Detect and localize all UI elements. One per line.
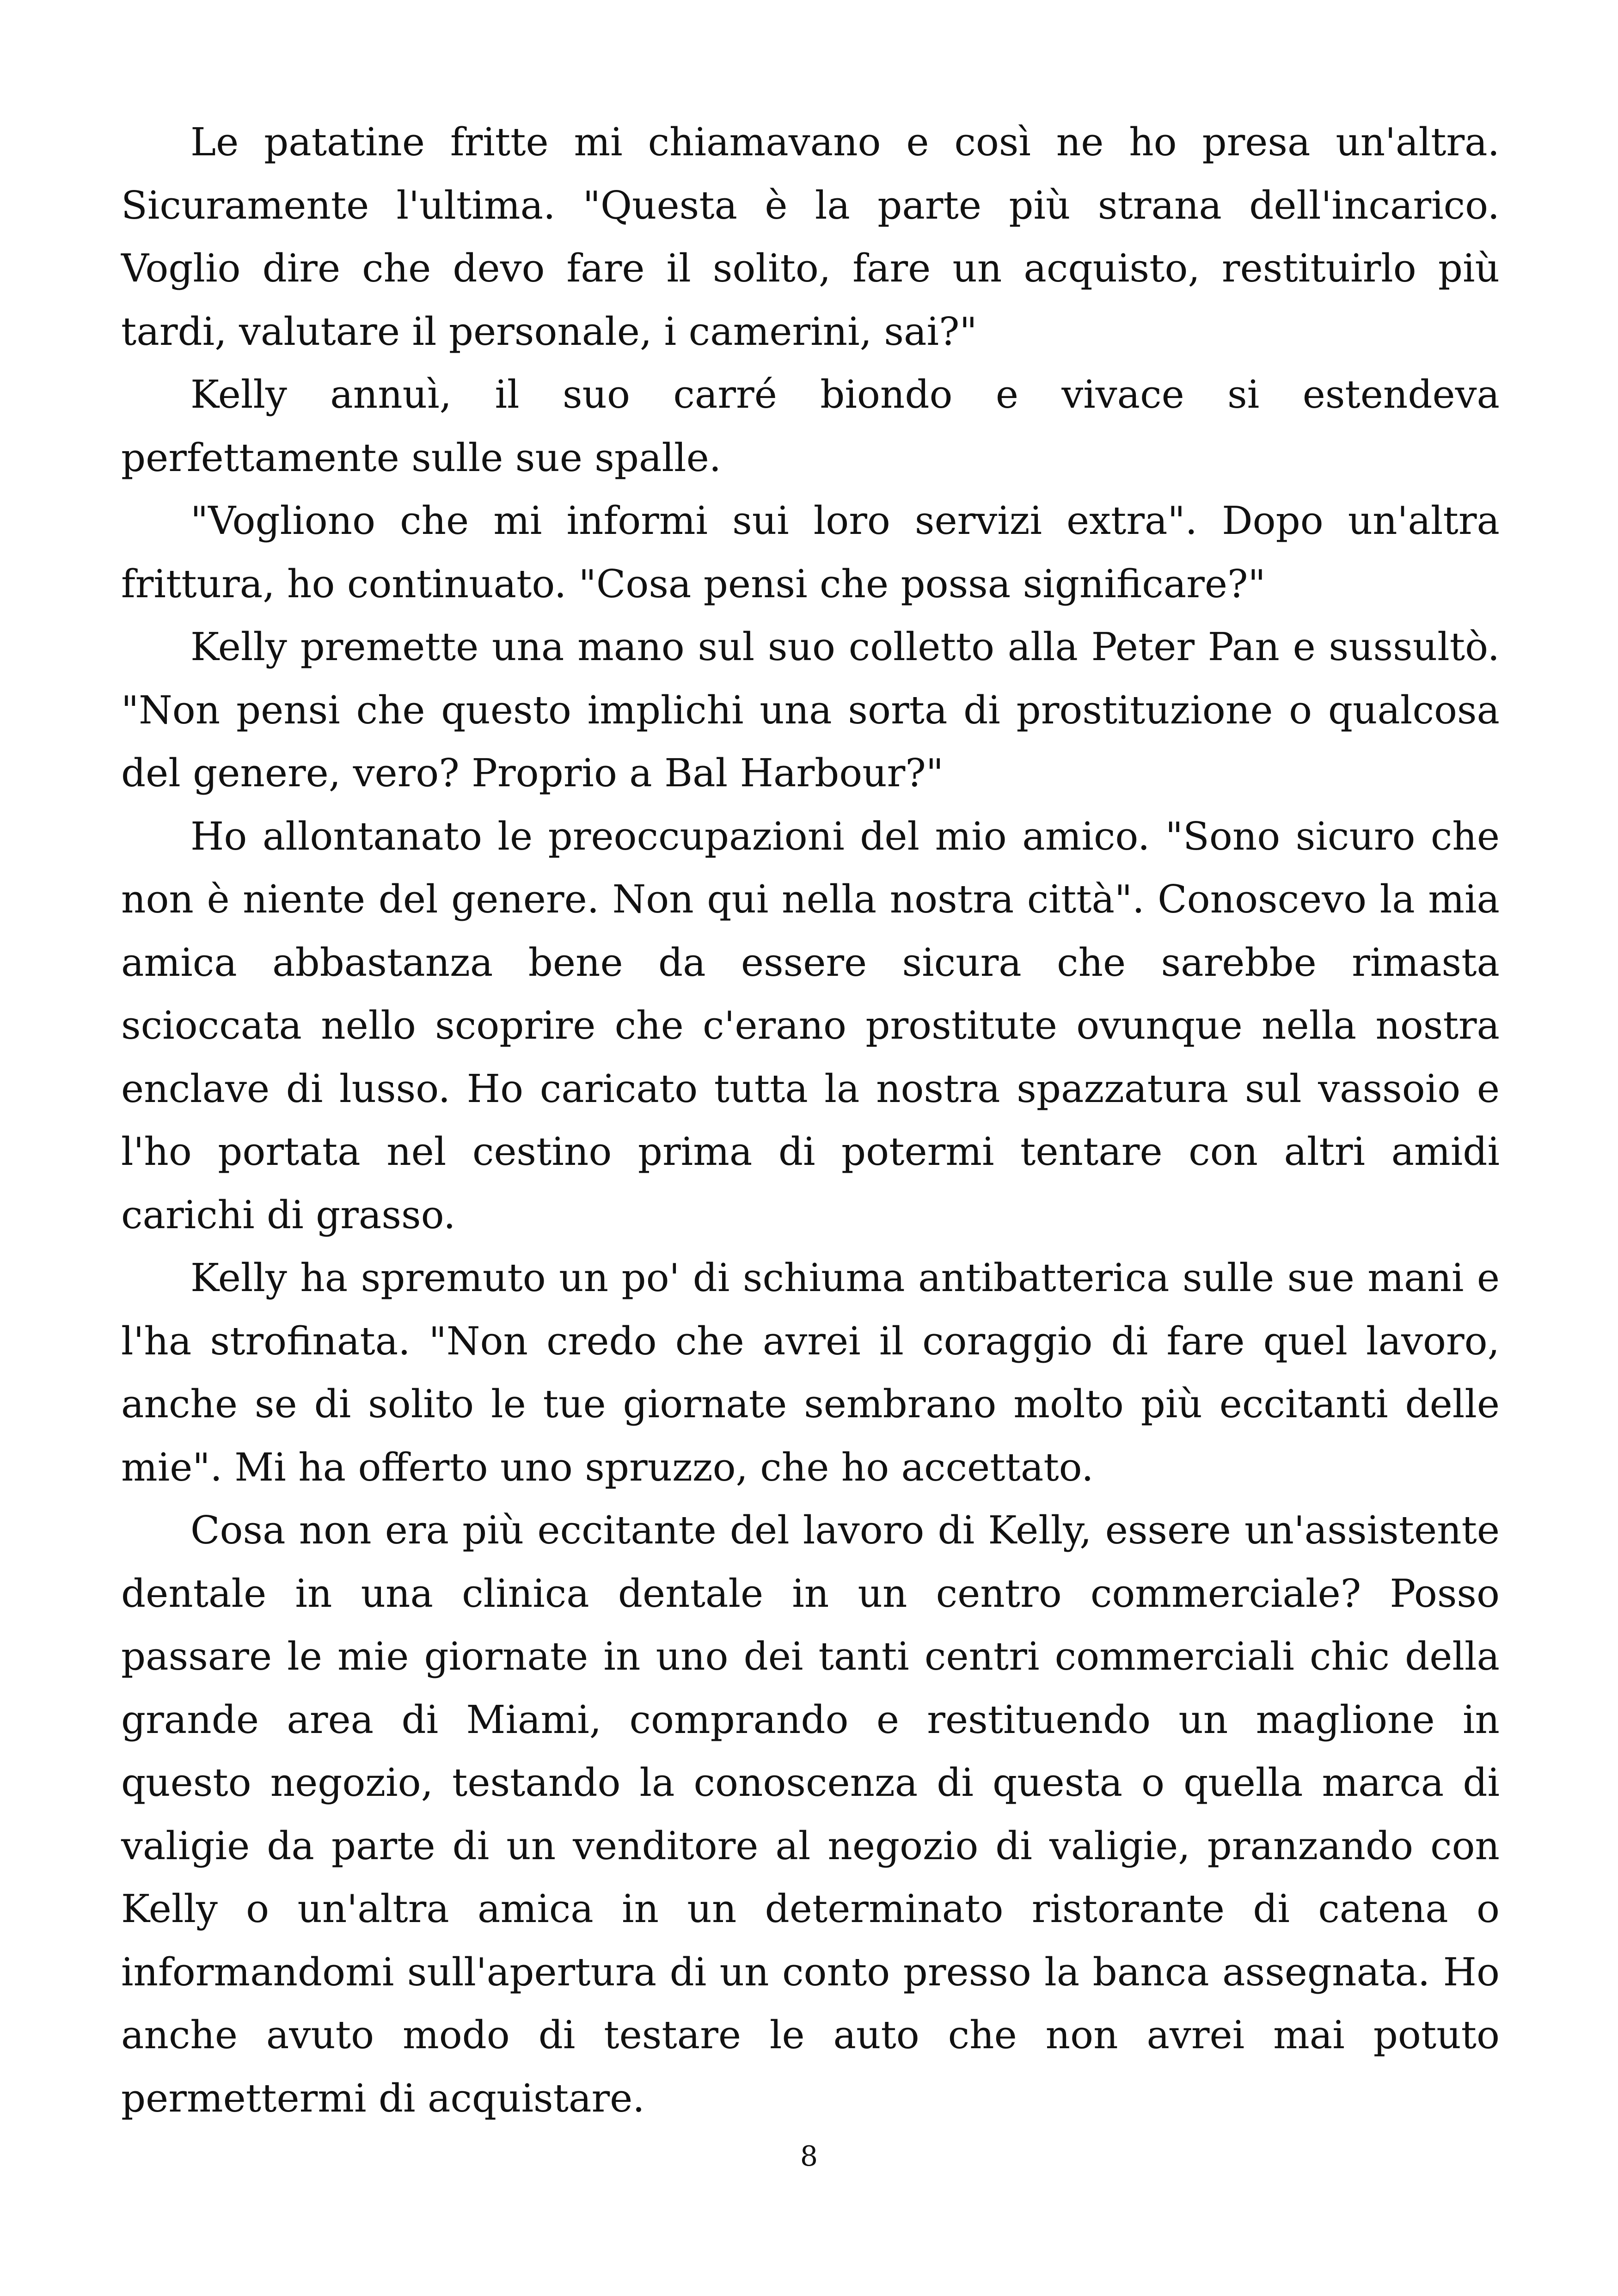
paragraph: Kelly annuì, il suo carré biondo e vivace si estendeva perfettamente sulle sue spalle.: [121, 372, 1500, 480]
paragraph: Cosa non era più eccitante del lavoro di Kelly, essere un'assistente dentale in una clinica dentale in un centro commerciale? Posso passare le mie giornate in uno dei tanti centri commerciali chic della grande area di Miami, comprando e restituendo un maglione in questo negozio, testando la conoscenza di questa o quella marca di valigie da parte di un venditore al negozio di valigie, pranzando con Kelly o un'altra amica in un determinato ristorante di catena o informandomi sull'apertura di un conto presso la banca assegnata. Ho anche avuto modo di testare le auto che non avrei mai potuto permettermi di acquistare.: [121, 1508, 1500, 2121]
paragraph: "Vogliono che mi informi sui loro servizi extra". Dopo un'altra frittura, ho continuato. "Cosa pensi che possa significare?": [121, 498, 1500, 606]
paragraph: Kelly premette una mano sul suo colletto alla Peter Pan e sussultò. "Non pensi che questo implichi una sorta di prostituzione o qualcosa del genere, vero? Proprio a Bal Harbour?": [121, 625, 1500, 796]
paragraph: Kelly ha spremuto un po' di schiuma antibatterica sulle sue mani e l'ha strofinata. "Non credo che avrei il coraggio di fare quel lavoro, anche se di solito le tue giornate sembrano molto più eccitanti delle mie". Mi ha offerto uno spruzzo, che ho accettato.: [121, 1255, 1500, 1490]
paragraph: Le patatine fritte mi chiamavano e così ne ho presa un'altra. Sicuramente l'ultima. "Questa è la parte più strana dell'incarico. Voglio dire che devo fare il solito, fare un acquisto, restituirlo più tardi, valutare il personale, i camerini, sai?": [121, 120, 1500, 354]
page-number: 8: [800, 2140, 818, 2173]
body-text: [121, 111, 1500, 2130]
paragraph: Ho allontanato le preoccupazioni del mio amico. "Sono sicuro che non è niente del genere. Non qui nella nostra città". Conoscevo la mia amica abbastanza bene da essere sicura che sarebbe rimasta scioccata nello scoprire che c'erano prostitute ovunque nella nostra enclave di lusso. Ho caricato tutta la nostra spazzatura sul vassoio e l'ho portata nel cestino prima di potermi tentare con altri amidi carichi di grasso.: [121, 814, 1500, 1237]
